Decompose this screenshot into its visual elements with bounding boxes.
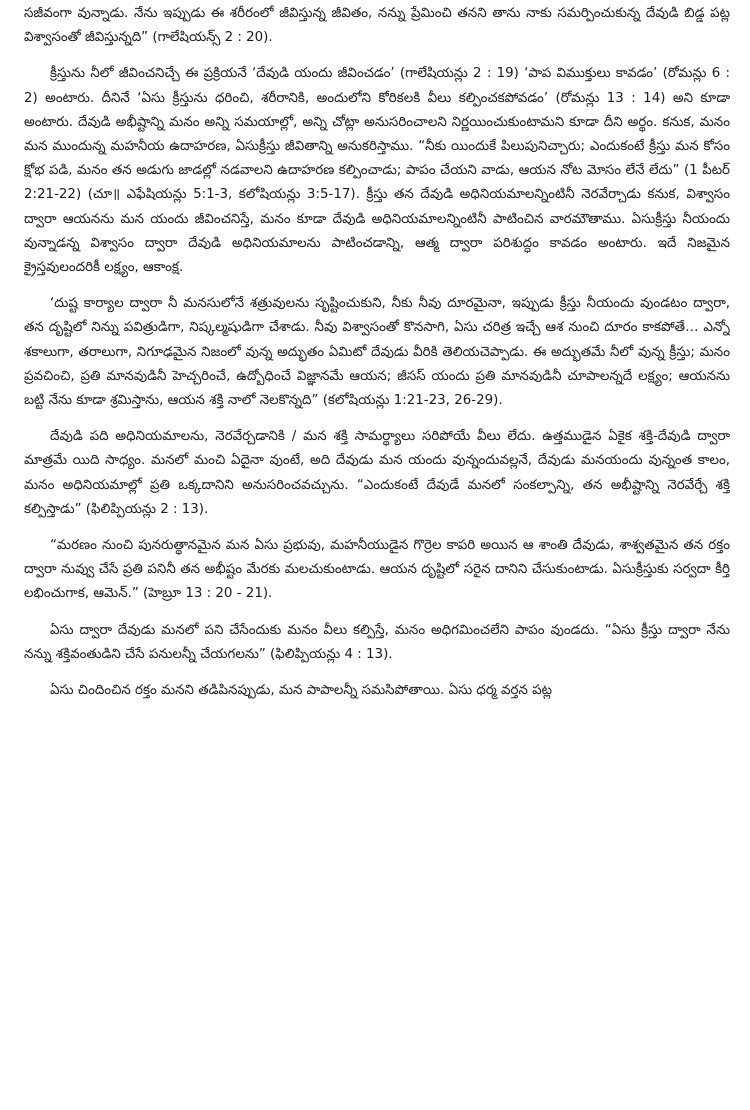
paragraph-philippians-quote: ఏసు ద్వారా దేవుడు మనలో పని చేసేందుకు మనం వీలు కల్పిస్తే, మనం అధిగమించలేని పాపం వుండదు. “ఏసు క్రీస్తు ద్వారా నేను నన్ను శక్తివంతుడిని చేసే పనులన్నీ చేయగలను” (ఫిలిప్పియన్లు 4 : 13). bbox=[24, 622, 730, 662]
document-page bbox=[24, 2, 730, 1106]
paragraph-ten-commandments: దేవుడి పది అధినియమాలను, నెరవేర్చడానికి / మన శక్తి సామర్థ్యాలు సరిపోయే వీలు లేదు. ఉత్తముడైన ఏకైక శక్తి-దేవుడి ద్వారా మాత్రమే యిది సాధ్యం. మనలో మంచి ఏదైనా వుంటే, అది దేవుడు మన యందు వున్నందువల్లనే, దేవుడు మనయందు వున్నంత కాలం, మనం అధినియమాల్లో ప్రతి ఒక్కదానిని అనుసరించవచ్చును. “ఎందుకంటే దేవుడే మనలో సంకల్పాన్ని, తన అభీష్టాన్ని నెరవేర్చే శక్తి కల్పిస్తాడు” (ఫిలిప్పియన్లు 2 : 13). bbox=[24, 429, 730, 517]
paragraph-living-in-god: క్రీస్తును నీలో జీవించనిచ్చే ఈ ప్రక్రియనే ‘దేవుడి యందు జీవించడం’ (గాలేషియన్లు 2 : 19) ‘పాప విముక్తులు కావడం’ (రోమన్లు 6 : 2) అంటారు. దీనినే ‘ఏసు క్రీస్తును ధరించి, శరీరానికి, అందులోని కోరికలకి వీలు కల్పించకపోవడం’ (రోమన్లు 13 : 14) అని కూడా అంటారు. దేవుడి అభీష్టాన్ని మనం అన్ని సమయాల్లో, అన్ని చోట్లా అనుసరించాలని నిర్ణయించుకుంటామని కూడా దీని అర్థం. కనుక, మనం మన ముందున్న మహనీయ ఉదాహరణ, ఏసుక్రీస్తు జీవితాన్ని అనుకరిస్తాము. “నీకు యిందుకే పిలుపునిచ్చారు; ఎందుకంటే క్రీస్తు మన కోసం క్షోభ పడి, మనం తన అడుగు జాడల్లో నడవాలని ఉదాహరణ కల్పించాడు; పాపం చేయని వాడు, ఆయన నోట మోసం లేనే లేదు” (1 పీటర్ 2:21-22) (చూ॥ ఎఫేషియన్లు 5:1-3, కలోషియన్లు 3:5-17). క్రీస్తు తన దేవుడి అధినియమాలన్నింటినీ నెరవేర్చాడు కనుక, విశ్వాసం ద్వారా ఆయనను మన యందు జీవించనిస్తే, మనం కూడా దేవుడి అధినియమాలన్నింటినీ పాటించిన వారమౌతాము. ఏసుక్రీస్తు నీయందు వున్నాడన్న విశ్వాసం ద్వారా దేవుడి అధినియమాలను పాటించడాన్ని, ఆత్మ ద్వారా పరిశుద్ధం కావడం అంటారు. ఇదే నిజమైన క్రైస్తవులందరికీ లక్ష్యం, ఆకాంక్ష. bbox=[24, 66, 730, 276]
paragraph-colossians-quote: ‘దుష్ట కార్యాల ద్వారా నీ మనసులోనే శత్రువులను సృష్టించుకుని, నీకు నీవు దూరమైనా, ఇప్పుడు క్రీస్తు నీయందు వుండటం ద్వారా, తన దృష్టిలో నిన్ను పవిత్రుడిగా, నిష్కల్మషుడిగా చేశాడు. నీవు విశ్వాసంతో కొనసాగి, ఏసు చరిత్ర ఇచ్చే ఆశ నుంచి దూరం కాకపోతే… ఎన్నో శకాలుగా, తరాలుగా, నిగూఢమైన నిజంలో వున్న అద్భుతం ఏమిటో దేవుడు వీరికి తెలియచెప్పాడు. ఈ అద్భుతమే నీలో వున్న క్రీస్తు; మనం ప్రవచించి, ప్రతి మానవుడినీ హెచ్చరించే, ఉద్బోధించే విజ్ఞానమే ఆయన; జీసస్ యందు ప్రతి మానవుడినీ చూపాలన్నదే లక్ష్యం; ఆయనను బట్టి నేను కూడా శ్రమిస్తాను, ఆయన శక్తి నాలో నెలకొన్నది” (కలోషియన్లు 1:21-23, 26-29). bbox=[24, 296, 730, 409]
paragraph-trailing: ఏసు చిందించిన రక్తం మనని తడిపినప్పుడు, మన పాపాలన్నీ సమసిపోతాయి. ఏసు ధర్మ వర్తన పట్ల bbox=[50, 683, 552, 699]
paragraph-hebrews-quote: “మరణం నుంచి పునరుత్థానమైన మన ఏసు ప్రభువు, మహనీయుడైన గొర్రెల కాపరి అయిన ఆ శాంతి దేవుడు, శాశ్వతమైన తన రక్తం ద్వారా నువ్వు చేసే ప్రతి పనినీ తన అభీష్టం మేరకు మలచుకుంటాడు. ఆయన దృష్టిలో సరైన దానిని చేసుకుంటాడు. ఏసుక్రీస్తుకు సర్వదా కీర్తి లభించుగాక, ఆమెన్.” (హెబ్రూ 13 : 20 - 21). bbox=[24, 538, 730, 602]
paragraph-continuation: సజీవంగా వున్నాడు. నేను ఇప్పుడు ఈ శరీరంలో జీవిస్తున్న జీవితం, నన్ను ప్రేమించి తనని తాను నాకు సమర్పించుకున్న దేవుడి బిడ్డ పట్ల విశ్వాసంతో జీవిస్తున్నది” (గాలేషియన్స్ 2 : 20). bbox=[24, 6, 730, 46]
